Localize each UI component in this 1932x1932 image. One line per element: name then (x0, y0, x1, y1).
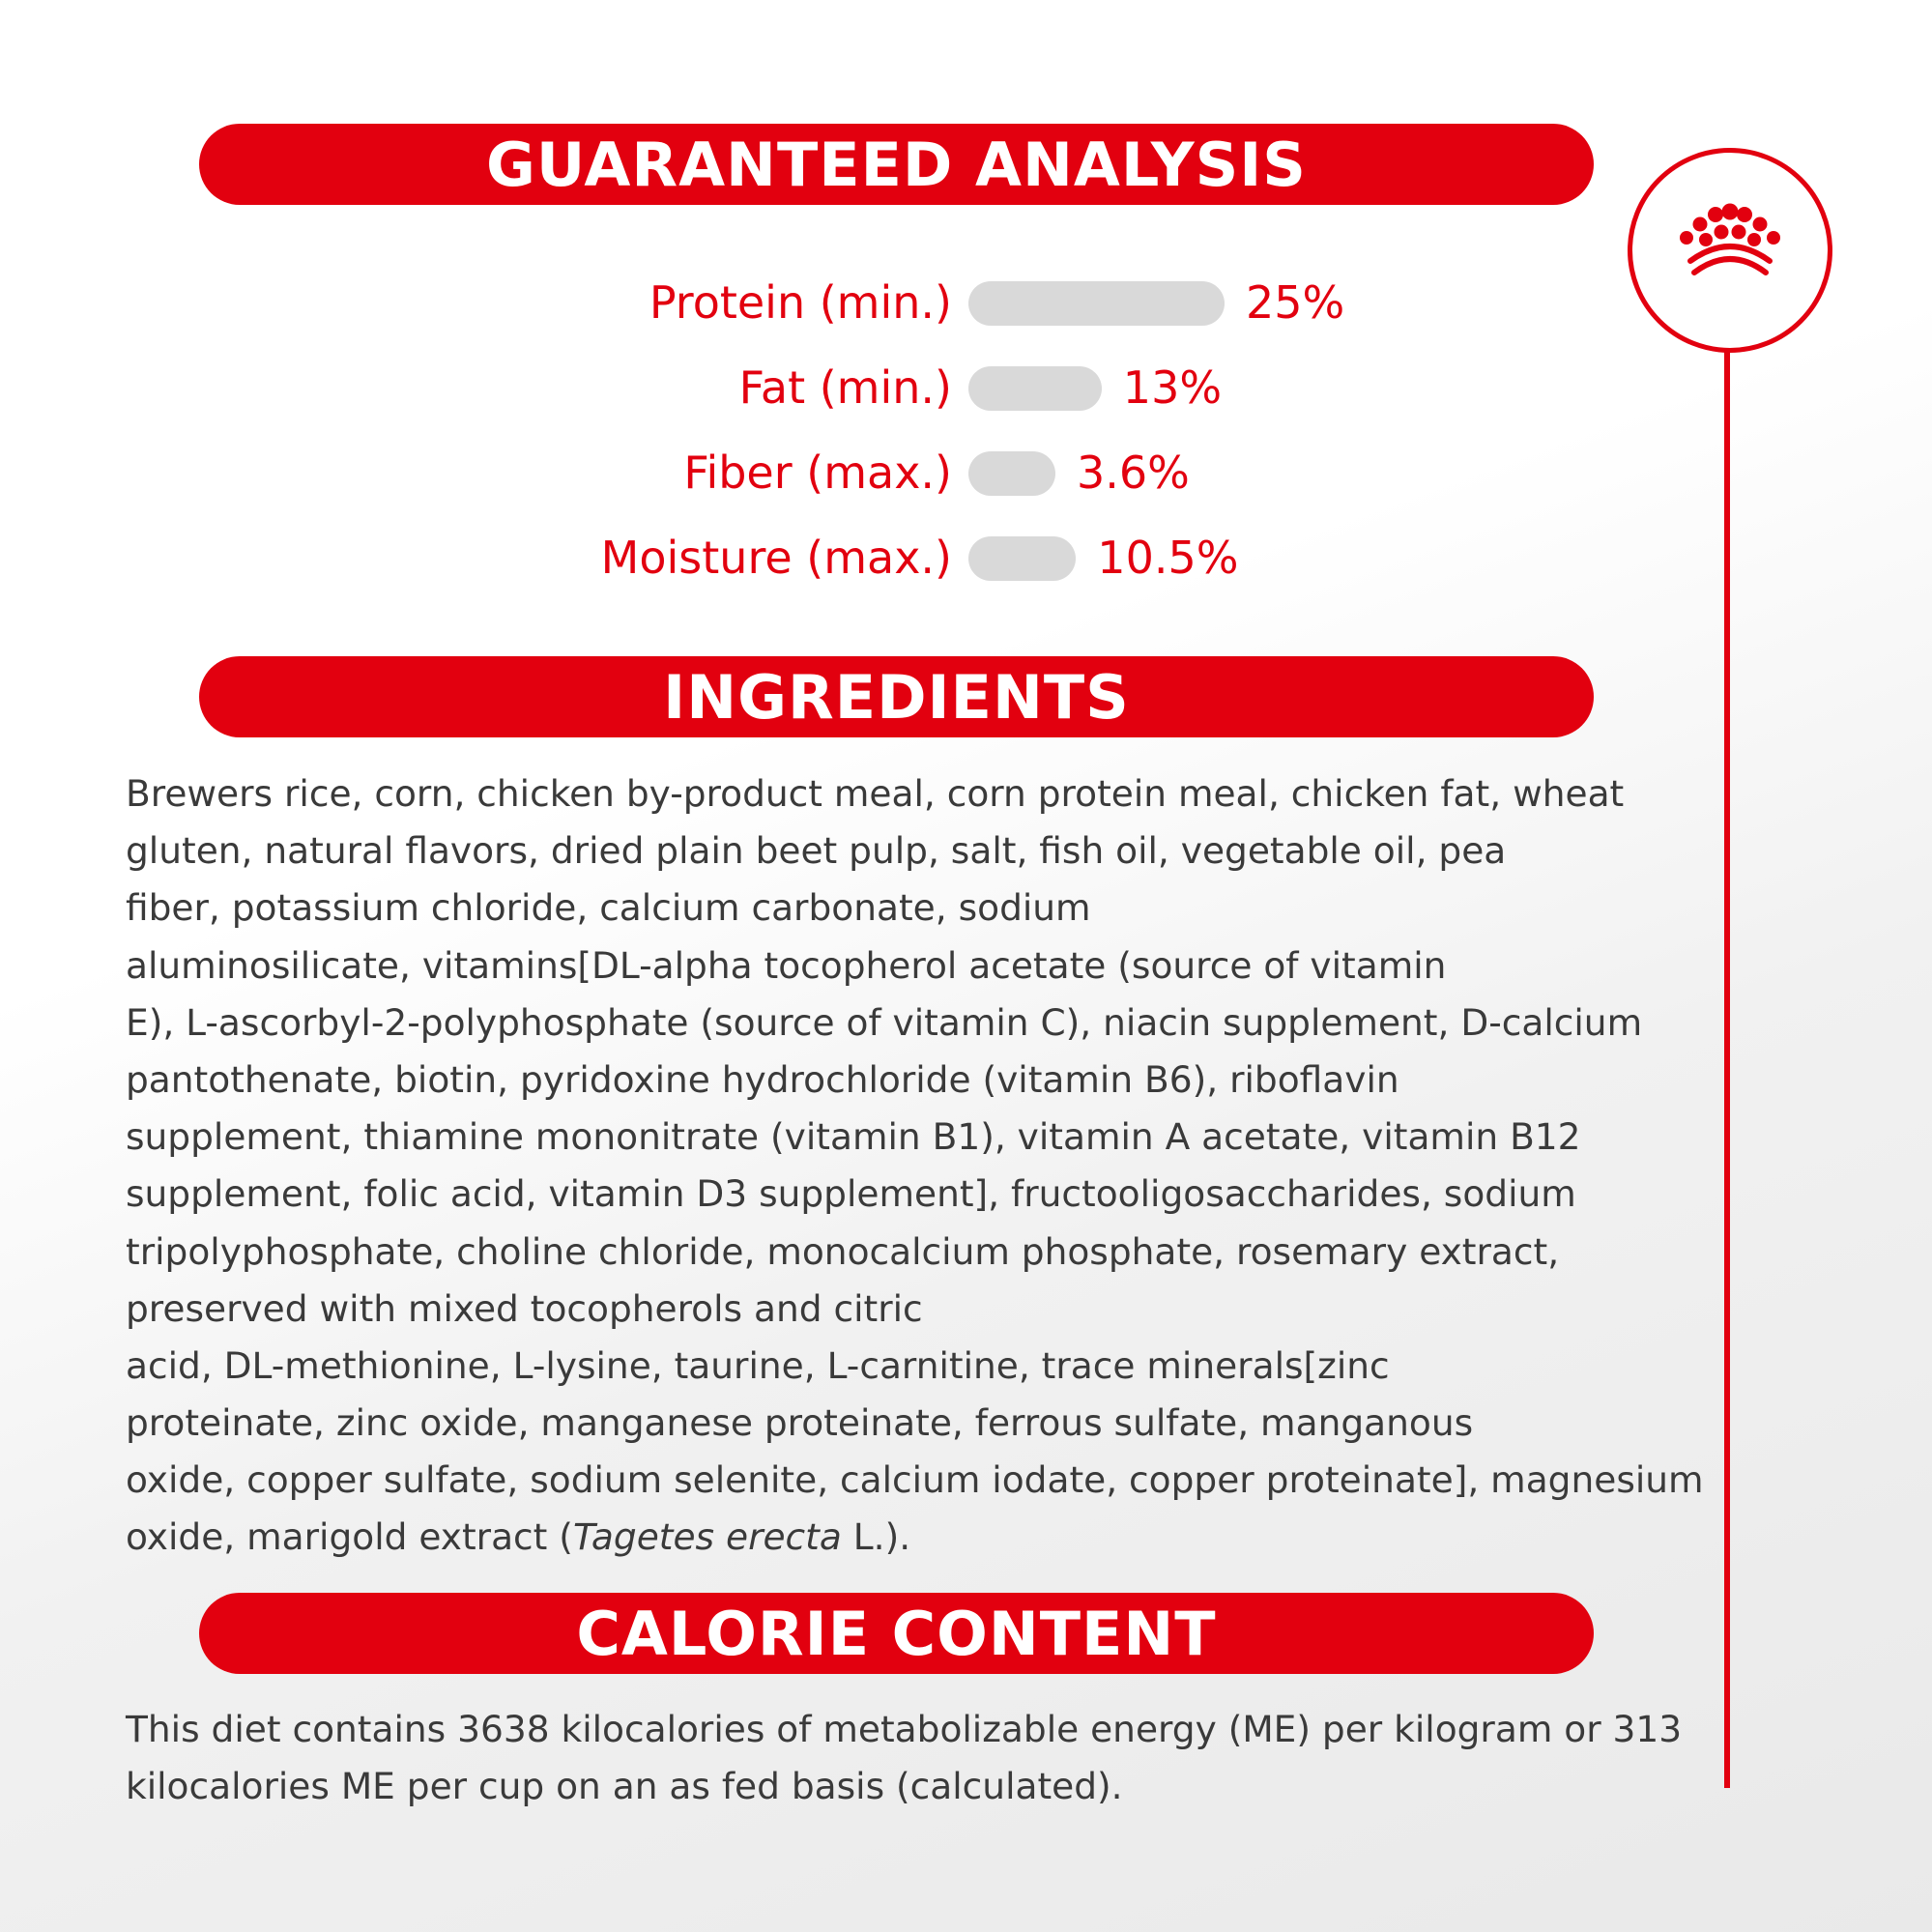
ingredients-line: supplement, folic acid, vitamin D3 supplement], fructooligosaccharides, sodium (126, 1172, 1576, 1216)
calorie-content-title: CALORIE CONTENT (576, 1598, 1217, 1669)
ingredients-line-last (126, 1509, 1704, 1566)
analysis-value: 3.6% (1077, 447, 1190, 499)
ingredients-line: preserved with mixed tocopherols and citric (126, 1286, 923, 1330)
calorie-line: kilocalories ME per cup on an as fed basis (calculated). (126, 1765, 1123, 1808)
ingredients-text-after: L.). (841, 1515, 911, 1559)
calorie-line: This diet contains 3638 kilocalories of metabolizable energy (ME) per kilogram or 313 (126, 1708, 1683, 1750)
analysis-row-fiber (0, 444, 1932, 502)
ingredients-line: supplement, thiamine mononitrate (vitamin B1), vitamin A acetate, vitamin B12 (126, 1115, 1581, 1159)
analysis-bar (968, 451, 1055, 496)
ingredients-line: fiber, potassium chloride, calcium carbonate, sodium (126, 886, 1091, 930)
ingredients-line: gluten, natural flavors, dried plain beet pulp, salt, fish oil, vegetable oil, pea (126, 829, 1507, 873)
analysis-label: Protein (min.) (649, 276, 952, 329)
guaranteed-analysis-title: GUARANTEED ANALYSIS (486, 129, 1307, 200)
analysis-value: 13% (1122, 361, 1223, 414)
ingredients-line: aluminosilicate, vitamins[DL-alpha tocopherol acetate (source of vitamin (126, 943, 1447, 987)
analysis-label: Fiber (max.) (683, 447, 952, 499)
ingredients-line: oxide, copper sulfate, sodium selenite, calcium iodate, copper proteinate], magnesium (126, 1458, 1704, 1502)
analysis-bar (968, 366, 1102, 411)
logo-vertical-line (1724, 348, 1730, 1788)
ingredients-line: Brewers rice, corn, chicken by-product meal, corn protein meal, chicken fat, wheat (126, 772, 1625, 815)
analysis-bar (968, 536, 1076, 581)
ingredients-line: tripolyphosphate, choline chloride, monocalcium phosphate, rosemary extract, (126, 1229, 1560, 1273)
ingredients-line: E), L-ascorbyl-2-polyphosphate (source of vitamin C), niacin supplement, D-calcium (126, 1000, 1643, 1044)
analysis-value: 25% (1246, 276, 1345, 329)
ingredients-line: acid, DL-methionine, L-lysine, taurine, L-carnitine, trace minerals[zinc (126, 1343, 1390, 1387)
analysis-label: Moisture (max.) (600, 532, 952, 584)
ingredients-title: INGREDIENTS (663, 661, 1130, 733)
guaranteed-analysis-header (199, 124, 1594, 205)
crown-icon (1632, 153, 1828, 348)
analysis-bar (968, 281, 1225, 326)
calorie-content-text (126, 1701, 1682, 1815)
calorie-content-header (199, 1593, 1594, 1674)
ingredients-line: proteinate, zinc oxide, manganese proteinate, ferrous sulfate, manganous (126, 1401, 1474, 1445)
analysis-value: 10.5% (1097, 532, 1239, 584)
analysis-row-moisture (0, 529, 1932, 587)
ingredients-line: pantothenate, biotin, pyridoxine hydrochloride (vitamin B6), riboflavin (126, 1057, 1399, 1101)
analysis-row-fat (0, 359, 1932, 417)
royal-crown-logo-icon (1628, 148, 1832, 353)
analysis-label: Fat (min.) (738, 361, 952, 414)
ingredients-text-before: oxide, marigold extract ( (126, 1515, 573, 1559)
ingredients-list (126, 765, 1704, 1567)
ingredients-italic-species: Tagetes erecta (572, 1515, 842, 1559)
ingredients-header (199, 656, 1594, 737)
